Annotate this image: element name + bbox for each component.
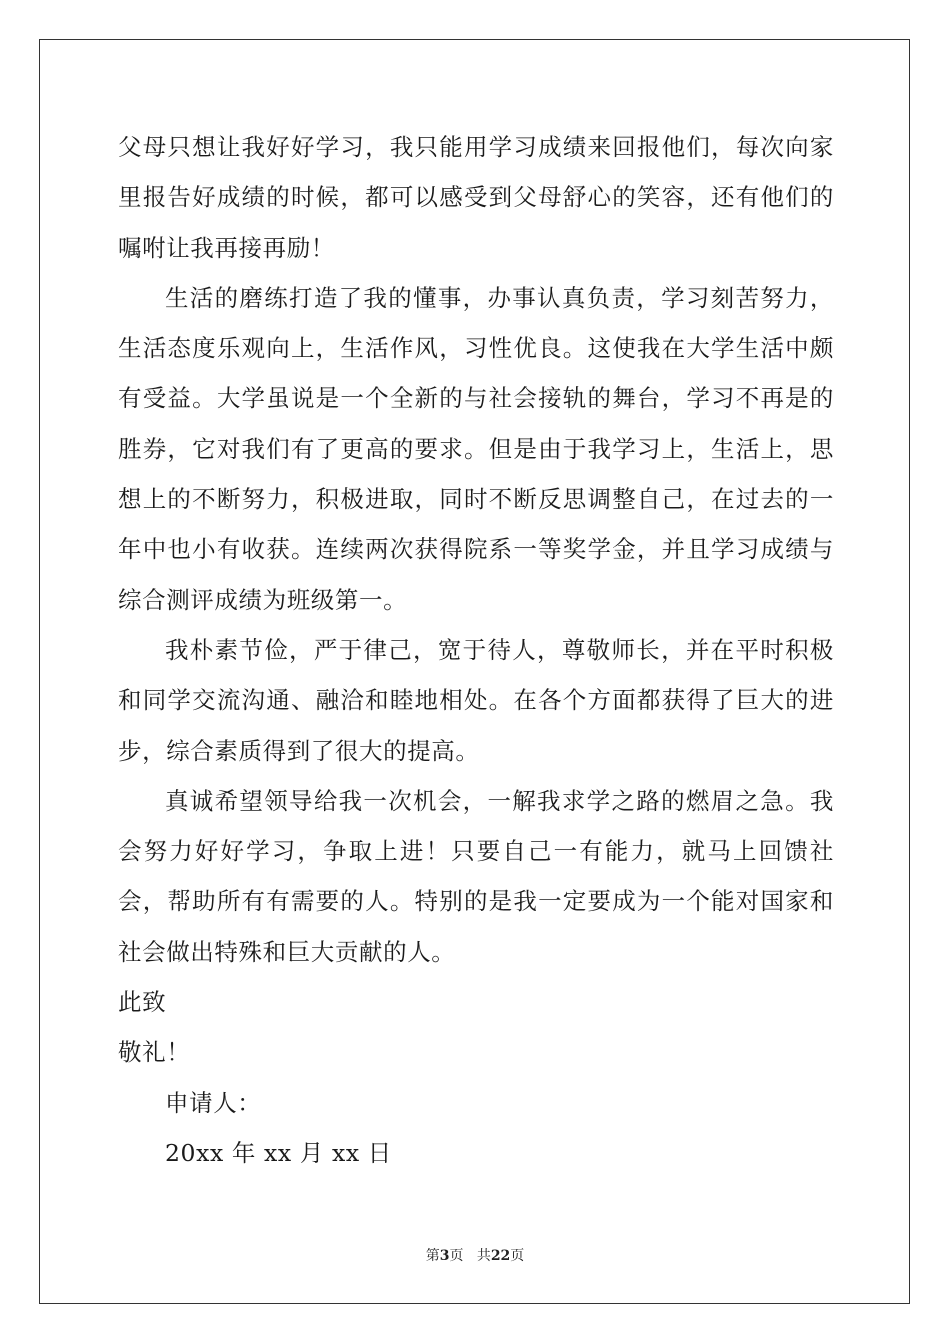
total-suffix: 页 — [510, 1248, 525, 1264]
page-footer — [0, 1246, 950, 1266]
paragraph-4: 真诚希望领导给我一次机会，一解我求学之路的燃眉之急。我会努力好好学习，争取上进！只要自己一有能力，就马上回馈社会，帮助所有有需要的人。特别的是我一定要成为一个能对国家和社会做出特殊和巨大贡献的人。 — [118, 786, 834, 966]
paragraph-1: 父母只想让我好好学习，我只能用学习成绩来回报他们，每次向家里报告好成绩的时候，都可以感受到父母舒心的笑容，还有他们的嘱咐让我再接再励！ — [118, 133, 834, 262]
letter-body — [118, 122, 834, 1178]
total-pages: 22 — [490, 1248, 511, 1264]
closing-regards: 敬礼！ — [118, 1038, 191, 1067]
page-suffix: 页 — [449, 1248, 464, 1264]
page-number: 3 — [439, 1248, 450, 1264]
page-prefix: 第 — [425, 1248, 440, 1264]
paragraph-2: 生活的磨练打造了我的懂事，办事认真负责，学习刻苦努力，生活态度乐观向上，生活作风，习性优良。这使我在大学生活中颇有受益。大学虽说是一个全新的与社会接轨的舞台，学习不再是的胜券，它对我们有了更高的要求。但是由于我学习上，生活上，思想上的不断努力，积极进取，同时不断反思调整自己，在过去的一年中也小有收获。连续两次获得院系一等奖学金，并且学习成绩与综合测评成绩为班级第一。 — [118, 283, 834, 614]
total-prefix: 共 — [476, 1248, 491, 1264]
signature-date: 20xx 年 xx 月 xx 日 — [165, 1138, 392, 1167]
closing-salutation: 此致 — [118, 988, 167, 1017]
paragraph-3: 我朴素节俭，严于律己，宽于待人，尊敬师长，并在平时积极和同学交流沟通、融洽和睦地相处。在各个方面都获得了巨大的进步，综合素质得到了很大的提高。 — [118, 635, 834, 765]
applicant-label: 申请人： — [165, 1088, 262, 1117]
